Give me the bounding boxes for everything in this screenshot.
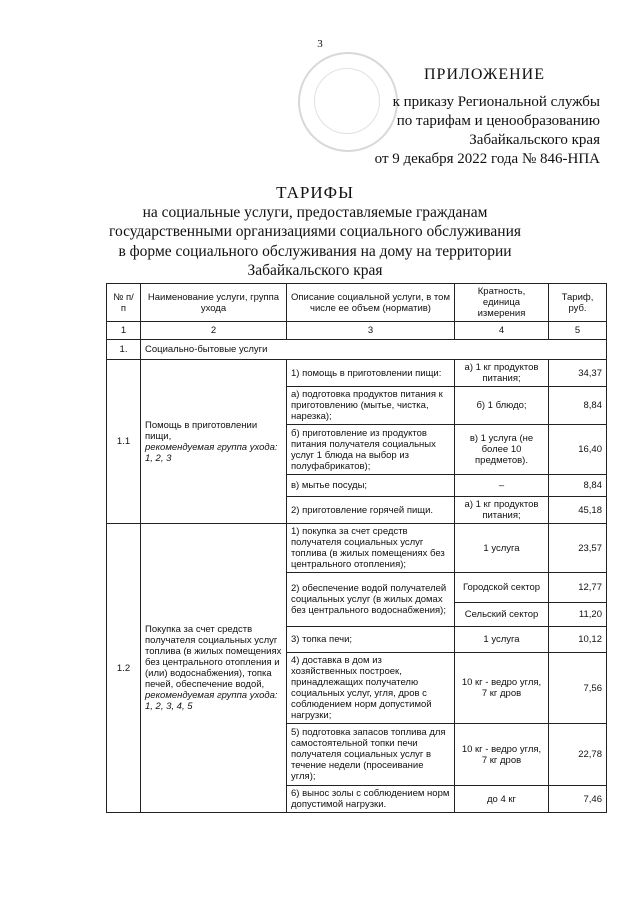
- service-desc: б) приготовление из продуктов питания получателя социальных услуг 1 блюда на выбор из полуфабрикатов);: [287, 425, 455, 475]
- column-number: 1: [107, 322, 141, 340]
- title-line: в форме социального обслуживания на дому на территории: [118, 242, 512, 260]
- section-num: 1.: [107, 340, 141, 360]
- care-group: рекомендуемая группа ухода: 1, 2, 3, 4, 5: [145, 690, 278, 712]
- header-desc: Описание социальной услуги, в том числе ее объем (норматив): [287, 284, 455, 322]
- service-name: [141, 360, 287, 524]
- service-num: 1.2: [107, 524, 141, 813]
- title-line: на социальные услуги, предоставляемые гражданам: [142, 203, 488, 221]
- appendix-line: Забайкальского края: [469, 132, 600, 148]
- service-name: [141, 524, 287, 813]
- care-group: рекомендуемая группа ухода: 1, 2, 3: [145, 441, 278, 464]
- service-unit: до 4 кг: [455, 786, 549, 813]
- service-unit: 10 кг - ведро угля, 7 кг дров: [455, 653, 549, 724]
- section-name: Социально-бытовые услуги: [141, 340, 607, 360]
- service-desc: 3) топка печи;: [287, 627, 455, 653]
- service-tariff: 22,78: [549, 724, 607, 786]
- header-row: [107, 284, 607, 322]
- column-number: 2: [141, 322, 287, 340]
- header-num: № п/п: [107, 284, 141, 322]
- service-tariff: 11,20: [549, 603, 607, 627]
- service-unit: 10 кг - ведро угля, 7 кг дров: [455, 724, 549, 786]
- service-desc: 2) обеспечение водой получателей социальных услуг (в жилых домах без центрального водоснабжения);: [287, 573, 455, 627]
- numbering-row: [107, 322, 607, 340]
- appendix-line: от 9 декабря 2022 года № 846-НПА: [374, 151, 600, 167]
- service-unit: 1 услуга: [455, 524, 549, 573]
- document-title: [80, 183, 550, 281]
- header-unit: Кратность, единица измерения: [455, 284, 549, 322]
- service-desc: а) подготовка продуктов питания к приготовлению (мытье, чистка, нарезка);: [287, 387, 455, 425]
- appendix-line: к приказу Региональной службы: [392, 94, 600, 110]
- column-number: 3: [287, 322, 455, 340]
- title-line: государственными организациями социального обслуживания: [108, 223, 522, 240]
- service-tariff: 10,12: [549, 627, 607, 653]
- service-num: 1.1: [107, 360, 141, 524]
- appendix-heading: ПРИЛОЖЕНИЕ: [423, 66, 545, 83]
- service-unit: а) 1 кг продуктов питания;: [455, 497, 549, 524]
- service-unit: в) 1 услуга (не более 10 предметов).: [455, 425, 549, 475]
- table-row: [107, 360, 607, 387]
- service-unit: –: [455, 475, 549, 497]
- service-title: Покупка за счет средств получателя социальных услуг топлива (в жилых помещениях без центрального отопления и (или) водоснабжения), топка печей, обеспечение водой,: [145, 624, 282, 690]
- service-tariff: 8,84: [549, 475, 607, 497]
- service-tariff: 12,77: [549, 573, 607, 603]
- tariff-table: [106, 283, 607, 813]
- service-tariff: 7,46: [549, 786, 607, 813]
- service-unit: Сельский сектор: [455, 603, 549, 627]
- service-unit: а) 1 кг продуктов питания;: [455, 360, 549, 387]
- table-row: [107, 524, 607, 573]
- service-desc: 4) доставка в дом из хозяйственных построек, принадлежащих получателю социальных услуг, угля, дров с соблюдением норм допустимой нагрузки;: [287, 653, 455, 724]
- service-tariff: 16,40: [549, 425, 607, 475]
- service-tariff: 8,84: [549, 387, 607, 425]
- page-number: 3: [317, 38, 323, 50]
- service-desc: 6) вынос золы с соблюдением норм допустимой нагрузки.: [287, 786, 455, 813]
- service-tariff: 45,18: [549, 497, 607, 524]
- column-number: 4: [455, 322, 549, 340]
- service-desc: 1) помощь в приготовлении пищи:: [287, 360, 455, 387]
- service-desc: 5) подготовка запасов топлива для самостоятельной топки печи получателя социальных услуг в течение недели (просеивание угля);: [287, 724, 455, 786]
- service-desc: 1) покупка за счет средств получателя социальных услуг топлива (в жилых помещениях без центрального отопления);: [287, 524, 455, 573]
- service-unit: Городской сектор: [455, 573, 549, 603]
- service-unit: 1 услуга: [455, 627, 549, 653]
- service-tariff: 23,57: [549, 524, 607, 573]
- service-unit: б) 1 блюдо;: [455, 387, 549, 425]
- title-line: Забайкальского края: [247, 262, 383, 279]
- column-number: 5: [549, 322, 607, 340]
- appendix-block: [340, 65, 600, 169]
- service-title: Помощь в приготовлении пищи,: [145, 419, 258, 442]
- service-desc: 2) приготовление горячей пищи.: [287, 497, 455, 524]
- header-tariff: Тариф, руб.: [549, 284, 607, 322]
- header-name: Наименование услуги, группа ухода: [141, 284, 287, 322]
- service-tariff: 34,37: [549, 360, 607, 387]
- appendix-line: по тарифам и ценообразованию: [396, 113, 600, 129]
- section-row: [107, 340, 607, 360]
- service-tariff: 7,56: [549, 653, 607, 724]
- service-desc: в) мытье посуды;: [287, 475, 455, 497]
- title-main: ТАРИФЫ: [276, 183, 354, 202]
